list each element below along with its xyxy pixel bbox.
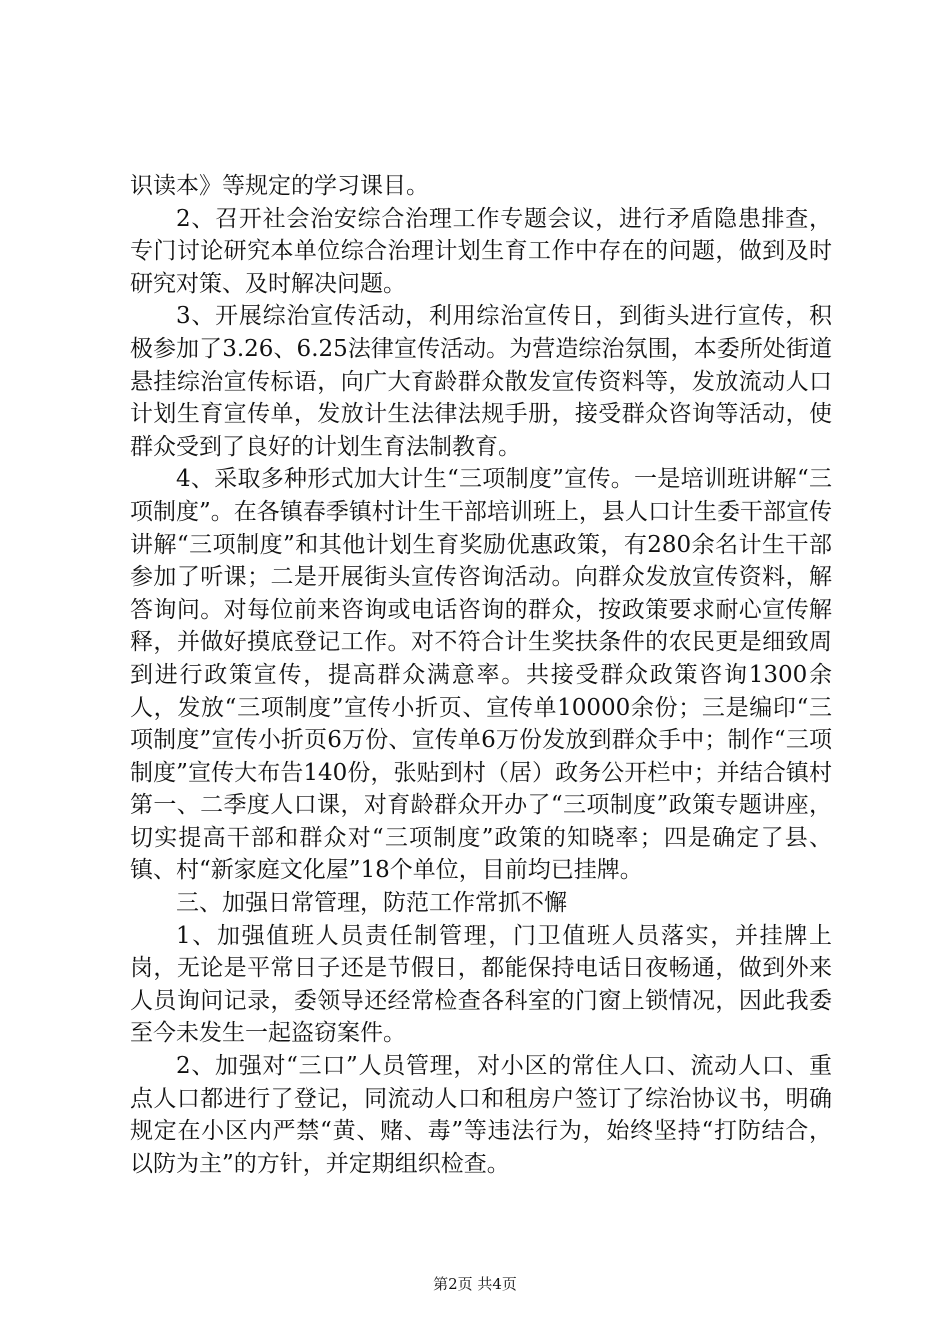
paragraph-6: 2、加强对“三口”人员管理，对小区的常住人口、流动人口、重点人口都进行了登记，同流动人口和租房户签订了综治协议书，明确规定在小区内严禁“黄、赌、毒”等违法行为，始终坚持“打防结合，以防为主”的方针，并定期组织检查。 [130, 1053, 832, 1177]
paragraph-4: 4、采取多种形式加大计生“三项制度”宣传。一是培训班讲解“三项制度”。在各镇春季镇村计生干部培训班上，县人口计生委干部宣传讲解“三项制度”和其他计划生育奖励优惠政策，有280余名计生干部参加了听课；二是开展街头宣传咨询活动。向群众发放宣传资料，解答询问。对每位前来咨询或电话咨询的群众，按政策要求耐心宣传解释，并做好摸底登记工作。对不符合计生奖扶条件的农民更是细致周到进行政策宣传，提高群众满意率。共接受群众政策咨询1300余人，发放“三项制度”宣传小折页、宣传单10000余份；三是编印“三项制度”宣传小折页6万份、宣传单6万份发放到群众手中；制作“三项制度”宣传大布告140份，张贴到村（居）政务公开栏中；并结合镇村第一、二季度人口课，对育龄群众开办了“三项制度”政策专题讲座，切实提高干部和群众对“三项制度”政策的知晓率；四是确定了县、镇、村“新家庭文化屋”18个单位，目前均已挂牌。 [130, 466, 832, 884]
page-footer: 第2页 共4页 [433, 1275, 517, 1293]
paragraph-2: 2、召开社会治安综合治理工作专题会议，进行矛盾隐患排查，专门讨论研究本单位综合治理计划生育工作中存在的问题，做到及时研究对策、及时解决问题。 [130, 205, 832, 297]
paragraph-5: 1、加强值班人员责任制管理，门卫值班人员落实，并挂牌上岗，无论是平常日子还是节假日，都能保持电话日夜畅通，做到外来人员询问记录，委领导还经常检查各科室的门窗上锁情况，因此我委至今未发生一起盗窃案件。 [130, 922, 832, 1047]
paragraph-1: 识读本》等规定的学习课目。 [130, 173, 429, 199]
section-heading: 三、加强日常管理，防范工作常抓不懈 [176, 890, 567, 917]
document-body [130, 170, 832, 1180]
paragraph-3: 3、开展综治宣传活动，利用综治宣传日，到街头进行宣传，积极参加了3.26、6.25法律宣传活动。为营造综治氛围，本委所处街道悬挂综治宣传标语，向广大育龄群众散发宣传资料等，发放流动人口计划生育宣传单，发放计生法律法规手册，接受群众咨询等活动，使群众受到了良好的计划生育法制教育。 [130, 303, 832, 460]
